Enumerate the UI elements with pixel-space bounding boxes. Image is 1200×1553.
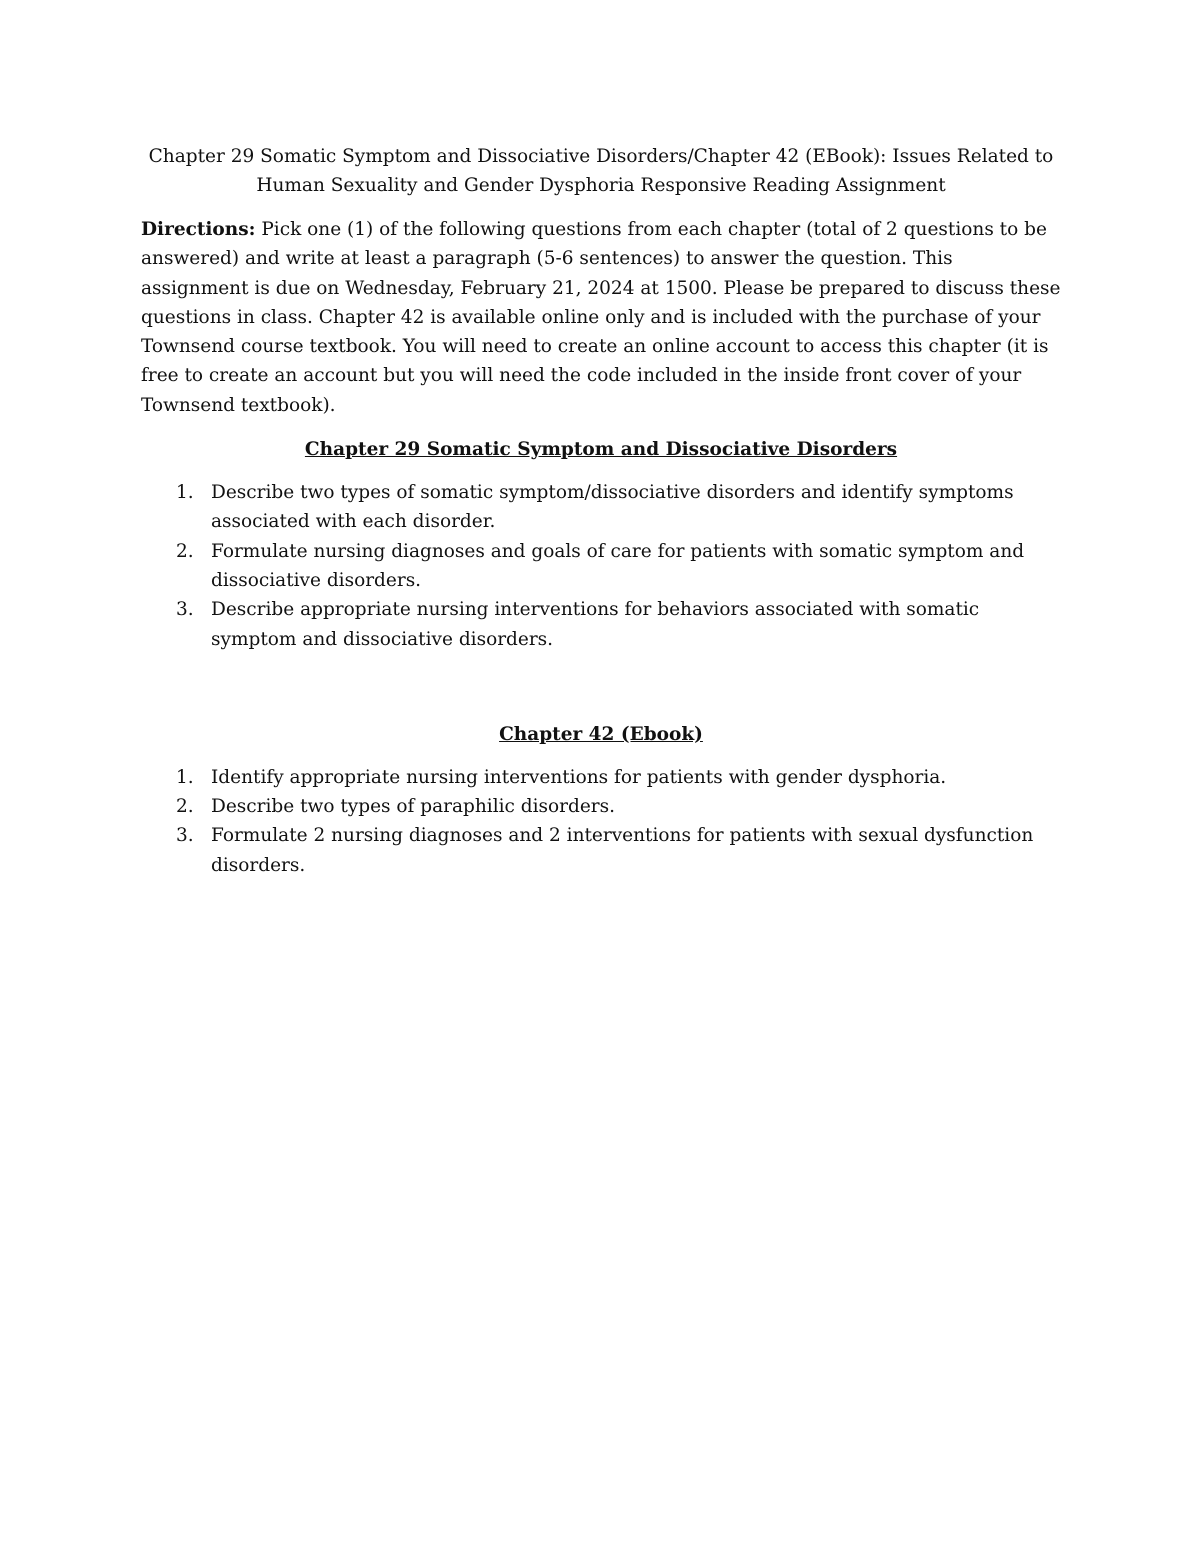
section-chapter-29 bbox=[141, 435, 1061, 654]
list-item bbox=[141, 763, 1061, 792]
list-item-number: 1. bbox=[176, 482, 194, 504]
list-item-text: Describe appropriate nursing interventions for behaviors associated with somatic symptom and dissociative disorders. bbox=[211, 599, 980, 650]
list-item-text: Describe two types of paraphilic disorders. bbox=[211, 796, 616, 818]
list-item-text: Describe two types of somatic symptom/dissociative disorders and identify symptoms associated with each disorder. bbox=[211, 482, 1014, 533]
section-chapter-42 bbox=[141, 720, 1061, 880]
list-item bbox=[141, 595, 1061, 654]
section-heading: Chapter 42 (Ebook) bbox=[499, 723, 703, 745]
directions-paragraph bbox=[141, 215, 1061, 420]
list-item-text: Formulate 2 nursing diagnoses and 2 interventions for patients with sexual dysfunction disorders. bbox=[211, 825, 1034, 876]
list-item-number: 3. bbox=[176, 599, 194, 621]
document-page bbox=[141, 142, 1061, 880]
document-title: Chapter 29 Somatic Symptom and Dissociative Disorders/Chapter 42 (EBook): Issues Related to Human Sexuality and Gender Dysphoria Responsive Reading Assignment bbox=[148, 146, 1054, 196]
list-item bbox=[141, 792, 1061, 821]
list-item bbox=[141, 478, 1061, 537]
directions-text: Pick one (1) of the following questions from each chapter (total of 2 questions to be answered) and write at least a paragraph (5-6 sentences) to answer the question. This assignment is due on Wednesday, February 21, 2024 at 1500. Please be prepared to discuss these questions in class. Chapter 42 is available online only and is included with the purchase of your Townsend course textbook. You will need to create an online account to access this chapter (it is free to create an account but you will need the code included in the inside front cover of your Townsend textbook). bbox=[141, 219, 1061, 416]
list-item bbox=[141, 821, 1061, 880]
question-list bbox=[141, 478, 1061, 654]
list-item-number: 2. bbox=[176, 796, 194, 818]
question-list bbox=[141, 763, 1061, 880]
list-item-number: 3. bbox=[176, 825, 194, 847]
list-item bbox=[141, 537, 1061, 596]
list-item-number: 1. bbox=[176, 766, 194, 788]
list-item-text: Identify appropriate nursing interventions for patients with gender dysphoria. bbox=[211, 766, 947, 788]
directions-label: Directions: bbox=[141, 219, 256, 240]
section-heading: Chapter 29 Somatic Symptom and Dissociative Disorders bbox=[304, 439, 898, 461]
list-item-number: 2. bbox=[176, 540, 194, 562]
list-item-text: Formulate nursing diagnoses and goals of care for patients with somatic symptom and dissociative disorders. bbox=[211, 540, 1025, 591]
